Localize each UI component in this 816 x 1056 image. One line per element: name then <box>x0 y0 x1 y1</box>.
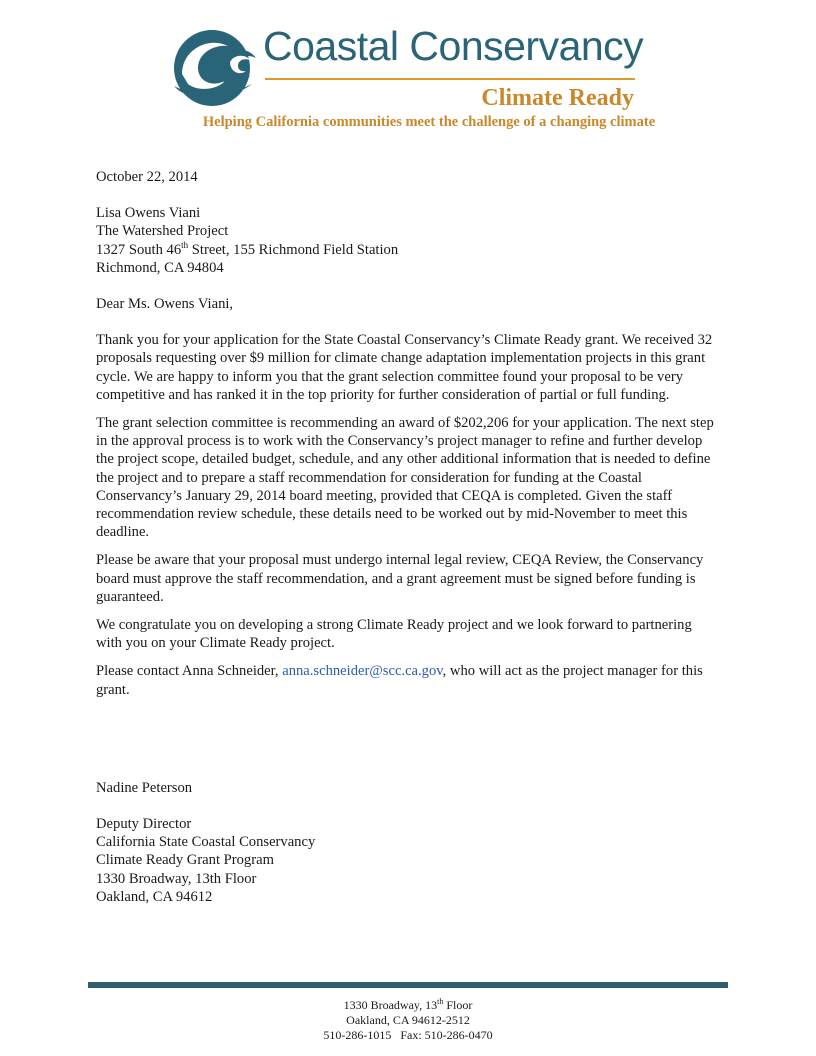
recipient-city: Richmond, CA 94804 <box>96 259 224 276</box>
footer-phone-fax: 510-286-1015 Fax: 510-286-0470 <box>323 1028 493 1042</box>
tagline <box>0 114 816 131</box>
recipient-name: Lisa Owens Viani <box>96 205 201 222</box>
email-link[interactable]: anna.schneider@scc.ca.gov <box>282 663 443 680</box>
paragraph: We congratulate you on developing a strong Climate Ready project and we look forward to partnering with you on your Climate Ready project. <box>96 617 692 652</box>
signer-program: Climate Ready Grant Program <box>96 852 274 869</box>
recipient-street <box>96 241 718 259</box>
footer-address-suffix: Floor <box>443 998 473 1012</box>
tagline-text: Helping California communities meet the challenge of a changing climate <box>202 114 656 130</box>
signer-address1: 1330 Broadway, 13th Floor <box>96 870 257 887</box>
contact-before: Please contact Anna Schneider, <box>96 663 283 680</box>
letterhead <box>0 0 816 140</box>
signer-name: Nadine Peterson <box>96 779 193 796</box>
salutation: Dear Ms. Owens Viani, <box>96 296 234 313</box>
signer-address2: Oakland, CA 94612 <box>96 888 213 905</box>
footer-address-sup: th <box>437 997 444 1006</box>
letter-body <box>96 168 718 906</box>
footer-address-prefix: 1330 Broadway, 13 <box>343 998 438 1012</box>
signature-block <box>96 779 718 906</box>
contact-after: , who will act as the project manager for this grant. <box>96 663 703 698</box>
program-name: Climate Ready <box>481 85 634 111</box>
recipient-address <box>96 204 718 277</box>
recipient-street-suffix: Street, 155 Richmond Field Station <box>188 241 399 258</box>
wave-logo-icon <box>168 24 260 106</box>
contact-paragraph <box>96 662 718 698</box>
footer-city: Oakland, CA 94612-2512 <box>346 1013 470 1027</box>
org-name: Coastal Conservancy <box>263 23 644 69</box>
recipient-street-prefix: 1327 South 46 <box>96 241 182 258</box>
paragraph: Thank you for your application for the State Coastal Conservancy’s Climate Ready grant. We received 32 proposals requesting over $9 million for climate change adaptation implementation projects in this grant cycle. We are happy to inform you that the grant selection committee found your proposal to be very competitive and has ranked it in the top priority for further consideration of partial or full funding. <box>96 332 713 403</box>
org-rule <box>265 78 635 80</box>
signer-title: Deputy Director <box>96 816 192 833</box>
footer-rule <box>88 982 728 988</box>
recipient-street-sup: th <box>181 239 189 250</box>
paragraph: The grant selection committee is recommending an award of $202,206 for your application. The next step in the approval process is to work with the Conservancy’s project manager to refine and further develop the project scope, detailed budget, schedule, and any other additional information that is needed to define the project and to prepare a staff recommendation for consideration for funding at the Coastal Conservancy’s January 29, 2014 board meeting, provided that CEQA is completed. Given the staff recommendation review schedule, these details need to be worked out by mid-November to meet this deadline. <box>96 415 714 541</box>
footer-address <box>0 998 816 1013</box>
paragraph: Please be aware that your proposal must undergo internal legal review, CEQA Review, the Conservancy board must approve the staff recommendation, and a grant agreement must be signed before funding is guaranteed. <box>96 552 704 605</box>
recipient-organization: The Watershed Project <box>96 223 229 240</box>
signer-org: California State Coastal Conservancy <box>96 834 316 851</box>
letter-date: October 22, 2014 <box>96 169 198 185</box>
footer <box>0 998 816 1043</box>
